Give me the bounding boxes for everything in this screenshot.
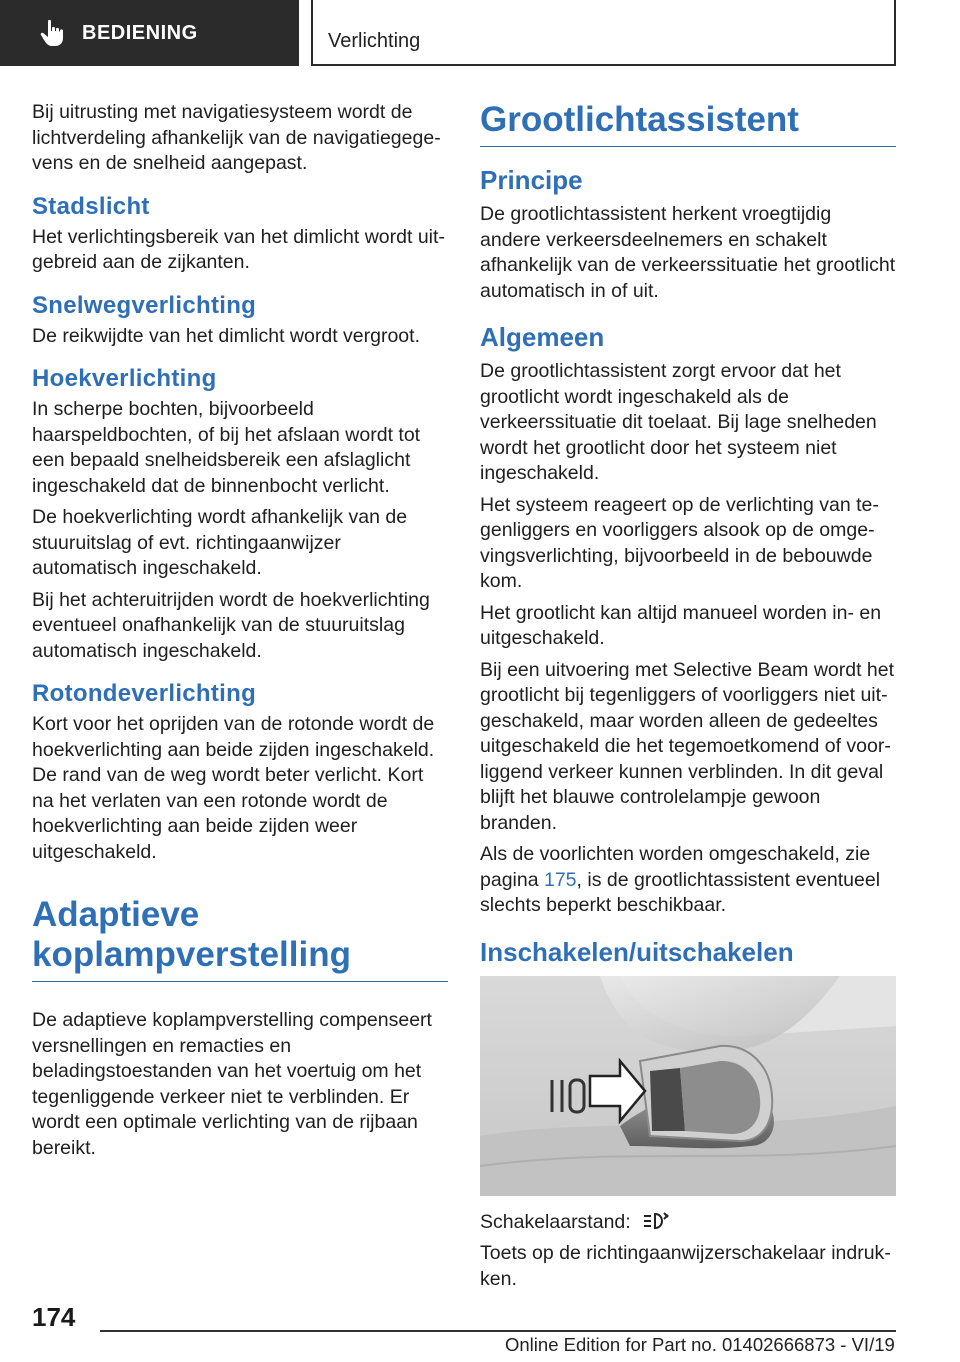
intro-paragraph: Bij uitrusting met navigatiesysteem wordt de lichtverdeling afhankelijk van de navigatiegegevens en de snelheid aangepast. (32, 101, 441, 174)
hoek-paragraph-2: De hoekverlichting wordt afhankelijk van de stuuruitslag of evt. richtingaanwijzer automatisch ingeschakeld. (32, 506, 408, 579)
algemeen-heading: Algemeen (480, 322, 605, 352)
right-column (480, 100, 896, 1298)
turn-signal-lever-illustration (480, 976, 896, 1196)
schakel-label: Schakelaarstand: (480, 1210, 631, 1233)
hoek-paragraph-3: Bij het achteruitrijden wordt de hoekverlichting eventueel onafhankelijk van de stuuruitslag automatisch ingeschakeld. (32, 588, 430, 662)
hand-pointer-icon (40, 19, 66, 47)
algemeen-paragraph-1: De grootlichtassistent zorgt ervoor dat het grootlicht wordt ingeschakeld als de verkeerssituatie dit toelaat. Bij lage snelheden wordt het grootlicht door het systeem niet ingeschakeld. (480, 360, 877, 484)
high-beam-assistant-icon (642, 1210, 670, 1232)
page-number: 174 (32, 1302, 76, 1332)
grootlicht-heading: Grootlichtassistent (480, 100, 896, 147)
section-title: BEDIENING (82, 21, 198, 44)
section-tab (0, 0, 299, 66)
rotonde-heading: Rotondeverlichting (32, 680, 257, 707)
stadslicht-paragraph: Het verlichtingsbereik van het dimlicht wordt uitgebreid aan de zijkanten. (32, 225, 445, 273)
adaptieve-heading: Adaptieve koplampverstelling (32, 895, 448, 982)
principe-heading: Principe (480, 165, 583, 195)
algemeen-paragraph-4: Bij een uitvoering met Selective Beam wordt het grootlicht bij tegenliggers of voorliggers niet uitgeschakeld, maar worden alleen de gedeeltes uitgeschakeld die het tegemoetkomend of voorliggend verkeer kunnen verblinden. In dit geval blijft het blauwe controlelampje gewoon branden. (480, 658, 895, 834)
algemeen-paragraph-3: Het grootlicht kan altijd manueel worden in- en uitgeschakeld. (480, 601, 882, 649)
schakel-line (480, 1210, 896, 1236)
topic-header (311, 0, 896, 66)
rotonde-paragraph: Kort voor het oprijden van de rotonde wordt de hoekverlichting aan beide zijden ingeschakeld. De rand van de weg wordt beter verlicht. Kort na het verlaten van een rotonde wordt de hoekverlichting aan beide zijden weer uitgeschakeld. (32, 713, 435, 863)
high-beam-symbol (552, 1080, 584, 1112)
text-span: , is de grootlichtassistent eventueel slechts beperkt beschikbaar. (480, 868, 881, 916)
inschakelen-heading: Inschakelen/uitschakelen (480, 936, 794, 967)
snelweg-paragraph: De reikwijdte van het dimlicht wordt vergroot. (32, 324, 420, 347)
lever-drawing (480, 976, 896, 1196)
toets-paragraph: Toets op de richtingaanwijzerschakelaar indrukken. (480, 1242, 891, 1290)
hoek-paragraph-1: In scherpe bochten, bijvoorbeeld haarspeldbochten, of bij het afslaan wordt tot een bepaald snelheidsbereik een afslaglicht ingeschakeld dat de binnenbocht verlicht. (32, 398, 421, 497)
adaptieve-paragraph: De adaptieve koplampverstelling compenseert versnellingen en remacties en beladingstoestanden van het voertuig om het tegenliggende verkeer niet te verblinden. Er wordt een optimale verlichting van de rijbaan bereikt. (32, 1009, 432, 1159)
text-span: Als de voorlichten worden omgeschakeld, zie pagina (480, 843, 871, 891)
hoek-heading: Hoekverlichting (32, 365, 217, 392)
footer-divider (100, 1330, 896, 1332)
page-link[interactable]: 175 (543, 868, 577, 891)
principe-paragraph: De grootlichtassistent herkent vroegtijdig andere verkeersdeelnemers en schakelt afhankelijk van de verkeerssituatie het grootlicht automatisch in of uit. (480, 203, 896, 302)
algemeen-paragraph-2: Het systeem reageert op de verlichting van tegenliggers en voorliggers alsook op de omgevingsverlichting, bijvoorbeeld in de bebouwde kom. (480, 493, 879, 592)
snelweg-heading: Snelwegverlichting (32, 291, 257, 319)
left-column (32, 100, 448, 1167)
topic-title: Verlichting (328, 30, 421, 52)
edition-text: Online Edition for Part no. 01402666873 - VI/19 (505, 1334, 895, 1355)
stadslicht-heading: Stadslicht (32, 192, 150, 220)
algemeen-paragraph-5 (480, 842, 896, 919)
